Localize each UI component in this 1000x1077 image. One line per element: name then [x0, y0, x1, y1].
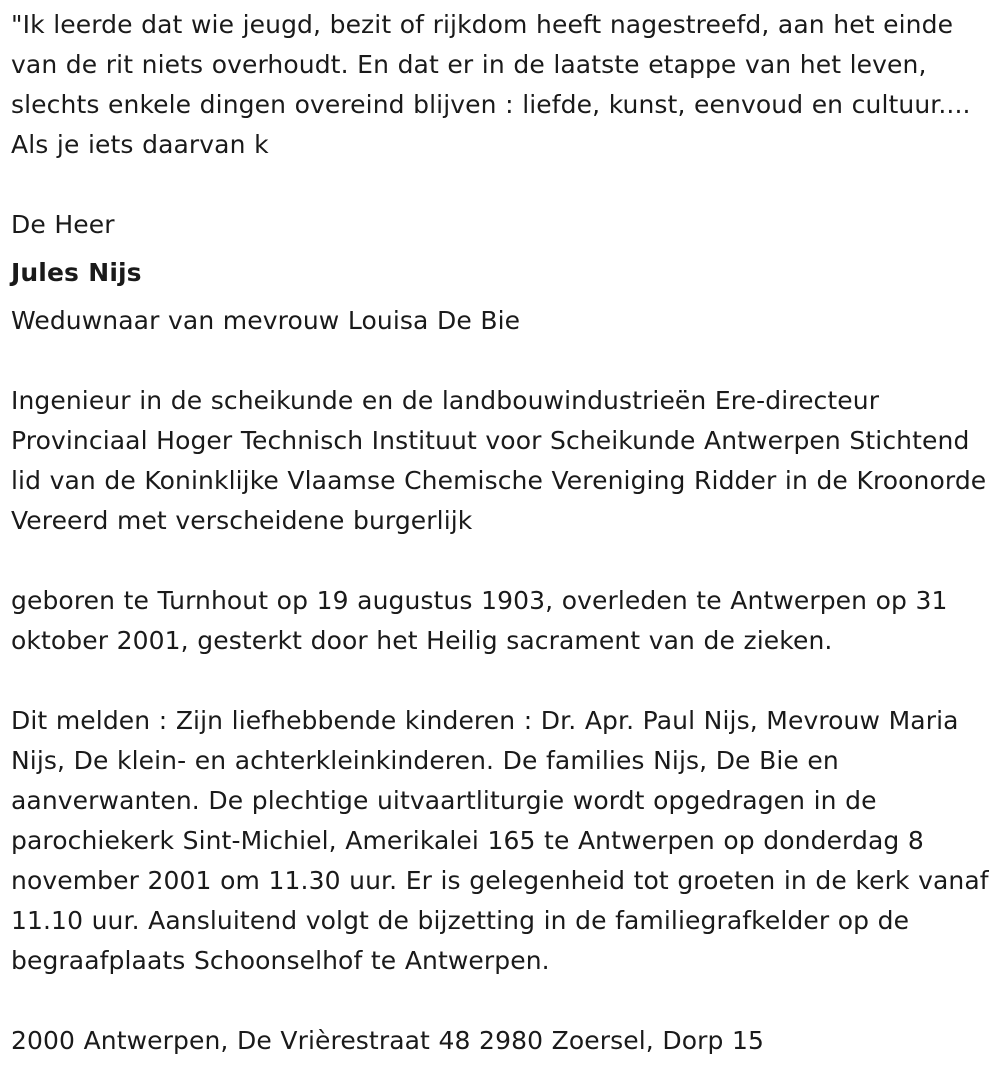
- deceased-name: Jules Nijs: [11, 258, 142, 287]
- widower-line: Weduwnaar van mevrouw Louisa De Bie: [11, 306, 521, 335]
- funeral-announcement: Dit melden : Zijn liefhebbende kinderen : Dr. Apr. Paul Nijs, Mevrouw Maria Nijs, De klein- en achterkleinkinderen. De families Nijs, De Bie en aanverwanten. De plechtige uitvaartliturgie wordt opgedragen in de parochiekerk Sint-Michiel, Amerikalei 165 te Antwerpen op donderdag 8 november 2001 om 11.30 uur. Er is gelegenheid tot groeten in de kerk vanaf 11.10 uur. Aansluitend volgt de bijzetting in de familiegrafkelder op de begraafplaats Schoonselhof te Antwerpen.: [11, 706, 989, 975]
- family-addresses: 2000 Antwerpen, De Vrièrestraat 48 2980 Zoersel, Dorp 15: [11, 1026, 765, 1055]
- obituary-document: [11, 0, 996, 1061]
- professional-titles: Ingenieur in de scheikunde en de landbouwindustrieën Ere-directeur Provinciaal Hoger Technisch Instituut voor Scheikunde Antwerpen Stichtend lid van de Koninklijke Vlaamse Chemische Vereniging Ridder in de Kroonorde Vereerd met verscheidene burgerlijk: [11, 386, 987, 535]
- birth-death-details: geboren te Turnhout op 19 augustus 1903, overleden te Antwerpen op 31 oktober 2001, gesterkt door het Heilig sacrament van de zieken.: [11, 586, 948, 655]
- honorific: De Heer: [11, 210, 115, 239]
- opening-quote: "Ik leerde dat wie jeugd, bezit of rijkdom heeft nagestreefd, aan het einde van de rit niets overhoudt. En dat er in de laatste etappe van het leven, slechts enkele dingen overeind blijven : liefde, kunst, eenvoud en cultuur.... Als je iets daarvan k: [11, 10, 971, 159]
